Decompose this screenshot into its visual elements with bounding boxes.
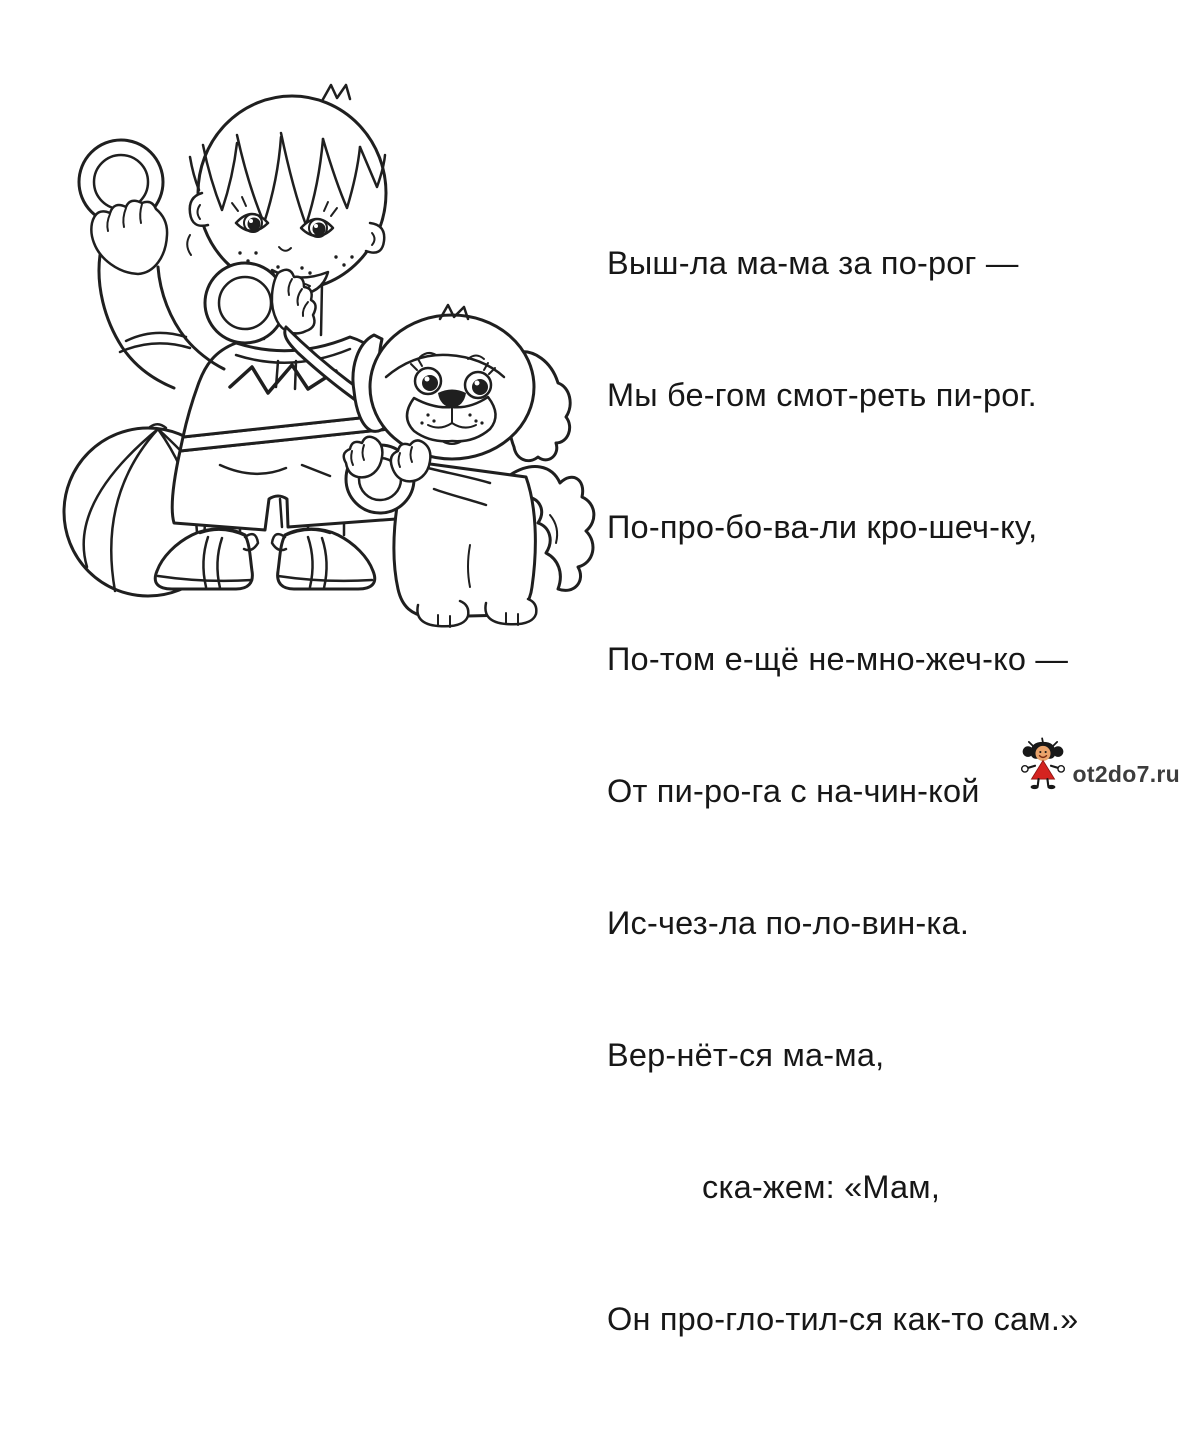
poem-line: ска-жем: «Мам, — [702, 1169, 941, 1205]
poem-line: Вер-нёт-ся ма-ма, — [607, 1037, 885, 1073]
logo-girl-icon — [1020, 738, 1066, 790]
illustration-canvas — [40, 75, 570, 655]
poem-line: От пи-ро-га с на-чин-кой — [607, 773, 980, 809]
boy-with-puppy-illustration — [40, 75, 570, 655]
poem-line: Выш-ла ма-ма за по-рог — — [607, 245, 1019, 281]
boy-sneakers — [155, 529, 374, 589]
puppy-figure — [344, 305, 594, 627]
site-logo — [1020, 738, 1180, 790]
poem-line: Мы бе-гом смот-реть пи-рог. — [607, 377, 1037, 413]
syllable-poem — [607, 153, 1078, 1429]
hair-tuft — [322, 85, 350, 101]
poem-line: По-том е-щё не-мно-жеч-ко — — [607, 641, 1069, 677]
puppy-body — [394, 461, 535, 617]
site-url-label: ot2do7.ru — [1072, 761, 1180, 787]
poem-line: Он про-гло-тил-ся как-то сам.» — [607, 1301, 1079, 1337]
poem-line: Ис-чез-ла по-ло-вин-ка. — [607, 905, 970, 941]
poem-line: По-про-бо-ва-ли кро-шеч-ку, — [607, 509, 1038, 545]
